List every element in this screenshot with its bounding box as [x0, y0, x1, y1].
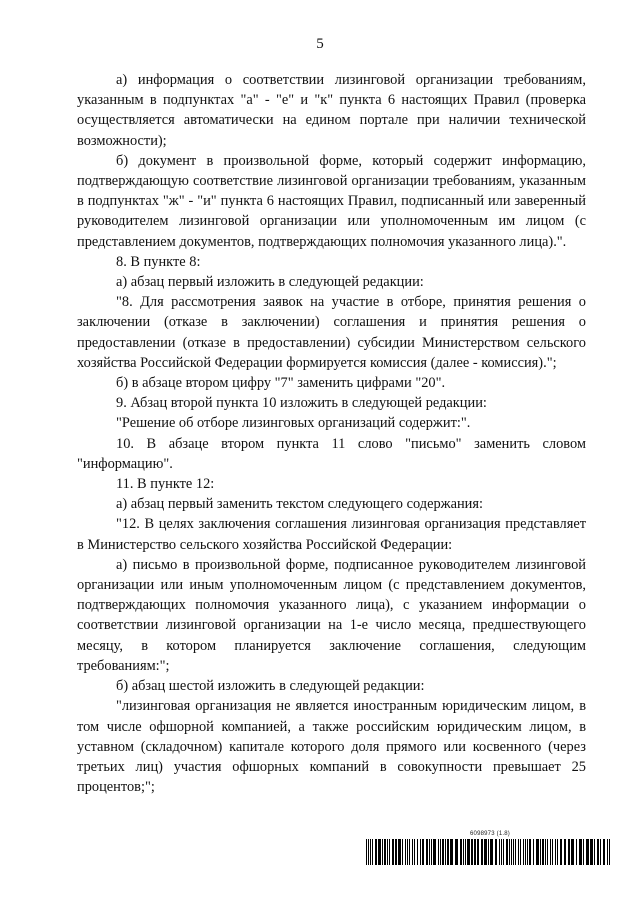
paragraph-item-8-a: а) абзац первый изложить в следующей редакции: [116, 274, 424, 291]
paragraph-item-11-b: б) абзац шестой изложить в следующей редакции: [116, 678, 425, 695]
paragraph-item-11-a: а) абзац первый заменить текстом следующего содержания: [116, 496, 484, 513]
paragraph-subitem-a-information: а) информация о соответствии лизинговой организации требованиям, указанным в подпунктах "а" - "е" и "к" пункта 6 настоящих Правил (проверка осуществляется автоматически на едином портале при наличии технической возможности); [77, 72, 586, 149]
paragraph-item-9: 9. Абзац второй пункта 10 изложить в следующей редакции: [116, 395, 487, 412]
paragraph-item-12-a-letter: а) письмо в произвольной форме, подписанное руководителем лизинговой организации или иным уполномоченным лицом (с представлением документов, подтверждающих полномочия указанного лица), с указанием информации о соответствии лизинговой организации на 1-е число месяца, предшествующего месяцу, в котором планируется заключение соглашения, следующим требованиям:"; [77, 556, 586, 674]
paragraph-item-9-quote: "Решение об отборе лизинговых организаций содержит:". [116, 415, 471, 432]
document-code: 6098973 (1.8) [470, 831, 510, 837]
paragraph-item-12-quote: "12. В целях заключения соглашения лизинговая организация представляет в Министерство сельского хозяйства Российской Федерации: [77, 516, 586, 553]
paragraph-item-10: 10. В абзаце втором пункта 11 слово "письмо" заменить словом "информацию". [77, 435, 586, 472]
barcode [366, 839, 610, 865]
paragraph-item-8: 8. В пункте 8: [116, 253, 201, 270]
paragraph-item-8-quote: "8. Для рассмотрения заявок на участие в отборе, принятия решения о заключении (отказе в заключении) соглашения и принятия решения о предоставлении (отказе в предоставлении) субсидии Министерством сельского хозяйства Российской Федерации формируется комиссия (далее - комиссия)."; [77, 294, 586, 371]
paragraph-item-8-b: б) в абзаце втором цифру "7" заменить цифрами "20". [116, 375, 446, 392]
document-body [77, 70, 586, 797]
page-number: 5 [316, 36, 324, 52]
paragraph-subitem-b-document: б) документ в произвольной форме, который содержит информацию, подтверждающую соответствие лизинговой организации требованиям, указанным в подпунктах "ж" - "и" пункта 6 настоящих Правил, подписанный или заверенный руководителем лизинговой организации или уполномоченным им лицом (с представлением документов, подтверждающих полномочия указанного лица).". [77, 152, 586, 250]
paragraph-item-11: 11. В пункте 12: [116, 476, 215, 493]
paragraph-item-11-b-quote: "лизинговая организация не является иностранным юридическим лицом, в том числе офшорной компанией, а также российским юридическим лицом, в уставном (складочном) капитале которого доля прямого или косвенного (через третьих лиц) участия офшорных компаний в совокупности превышает 25 процентов;"; [77, 698, 586, 796]
